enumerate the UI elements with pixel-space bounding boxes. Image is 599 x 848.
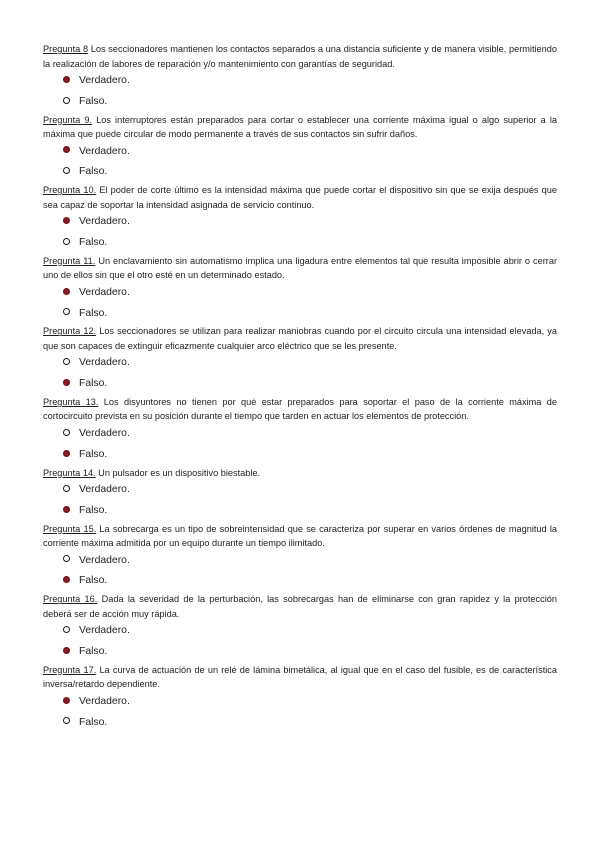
hollow-circle-icon	[63, 238, 70, 245]
question-label: Pregunta 13.	[43, 396, 99, 407]
filled-circle-icon	[63, 288, 70, 295]
answer-options	[43, 142, 557, 184]
answer-option[interactable]	[43, 353, 557, 374]
filled-bullet-icon	[61, 71, 71, 92]
hollow-circle-icon	[63, 429, 70, 436]
answer-option[interactable]	[43, 162, 557, 183]
filled-bullet-icon	[61, 692, 71, 713]
filled-circle-icon	[63, 146, 70, 153]
hollow-circle-icon	[63, 358, 70, 365]
filled-circle-icon	[63, 217, 70, 224]
question-body: Los disyuntores no tienen por qué estar preparados para soportar el paso de la corriente máxima de cortocircuito prevista en su posición durante el tiempo que tarden en actuar los elementos de protección.	[43, 396, 557, 422]
answer-option-label: Falso.	[79, 378, 108, 390]
hollow-bullet-icon	[61, 92, 71, 113]
question-text	[43, 183, 557, 212]
question-text	[43, 522, 557, 551]
question-body: Los seccionadores mantienen los contactos separados a una distancia suficiente y de manera visible, permitiendo la realización de labores de reparación y/o mantenimiento con garantías de seguridad.	[43, 44, 557, 69]
hollow-bullet-icon	[61, 551, 71, 572]
hollow-circle-icon	[63, 97, 70, 104]
question-text	[43, 254, 557, 283]
answer-option-label: Verdadero.	[79, 357, 130, 369]
question-label: Pregunta 16.	[43, 594, 98, 605]
filled-bullet-icon	[61, 142, 71, 163]
question-block	[43, 466, 557, 522]
question-body: Dada la severidad de la perturbación, las sobrecargas han de eliminarse con gran rapidez y la protección deberá ser de acción muy rápida.	[43, 594, 557, 619]
question-body: Los seccionadores se utilizan para realizar maniobras cuando por el circuito circula una intensidad elevada, ya que son capaces de extinguir eficazmente cualquier arco eléctrico que se les presente.	[43, 326, 557, 351]
answer-option-label: Falso.	[79, 504, 108, 516]
question-text	[43, 663, 557, 692]
filled-bullet-icon	[61, 374, 71, 395]
hollow-bullet-icon	[61, 304, 71, 325]
answer-option-label: Verdadero.	[79, 145, 130, 157]
hollow-circle-icon	[63, 626, 70, 633]
answer-option-label: Verdadero.	[79, 286, 130, 298]
answer-option-label: Verdadero.	[79, 484, 130, 496]
answer-options	[43, 283, 557, 325]
filled-circle-icon	[63, 576, 70, 583]
answer-option-label: Falso.	[79, 95, 108, 107]
answer-option-selected[interactable]	[43, 445, 557, 466]
filled-circle-icon	[63, 450, 70, 457]
hollow-bullet-icon	[61, 424, 71, 445]
hollow-bullet-icon	[61, 713, 71, 734]
answer-option-label: Verdadero.	[79, 625, 130, 637]
answer-option-label: Falso.	[79, 307, 108, 319]
answer-options	[43, 480, 557, 522]
answer-option[interactable]	[43, 713, 557, 734]
question-block	[43, 113, 557, 184]
question-label: Pregunta 17.	[43, 664, 97, 675]
question-body: Un pulsador es un dispositivo biestable.	[95, 467, 261, 478]
question-text	[43, 113, 557, 142]
question-block	[43, 254, 557, 325]
answer-option-selected[interactable]	[43, 374, 557, 395]
question-block	[43, 183, 557, 254]
filled-circle-icon	[63, 506, 70, 513]
question-text	[43, 592, 557, 621]
answer-option-selected[interactable]	[43, 142, 557, 163]
answer-options	[43, 551, 557, 593]
question-label: Pregunta 11.	[43, 255, 96, 266]
answer-option-label: Verdadero.	[79, 427, 130, 439]
answer-option[interactable]	[43, 304, 557, 325]
hollow-bullet-icon	[61, 480, 71, 501]
answer-options	[43, 353, 557, 395]
question-block	[43, 395, 557, 466]
filled-bullet-icon	[61, 501, 71, 522]
answer-option-label: Falso.	[79, 575, 108, 587]
answer-option[interactable]	[43, 92, 557, 113]
filled-circle-icon	[63, 76, 70, 83]
answer-option[interactable]	[43, 233, 557, 254]
filled-bullet-icon	[61, 212, 71, 233]
filled-bullet-icon	[61, 283, 71, 304]
hollow-bullet-icon	[61, 162, 71, 183]
hollow-circle-icon	[63, 717, 70, 724]
answer-option-selected[interactable]	[43, 501, 557, 522]
question-text	[43, 42, 557, 71]
question-body: La curva de actuación de un relé de lámina bimetálica, al igual que en el caso del fusible, es de característica inversa/retardo dependiente.	[43, 664, 557, 690]
hollow-circle-icon	[63, 555, 70, 562]
answer-options	[43, 692, 557, 734]
answer-options	[43, 621, 557, 663]
answer-option-label: Verdadero.	[79, 216, 130, 228]
answer-option-label: Verdadero.	[79, 695, 130, 707]
hollow-bullet-icon	[61, 621, 71, 642]
filled-circle-icon	[63, 647, 70, 654]
question-block	[43, 522, 557, 593]
answer-option-label: Falso.	[79, 716, 108, 728]
answer-option-label: Falso.	[79, 646, 108, 658]
answer-option-selected[interactable]	[43, 571, 557, 592]
question-label: Pregunta 12.	[43, 326, 97, 337]
question-block	[43, 42, 557, 113]
question-text	[43, 324, 557, 353]
question-block	[43, 663, 557, 734]
question-label: Pregunta 10.	[43, 185, 97, 196]
filled-bullet-icon	[61, 571, 71, 592]
answer-options	[43, 71, 557, 113]
answer-options	[43, 424, 557, 466]
answer-option-selected[interactable]	[43, 692, 557, 713]
question-body: El poder de corte último es la intensidad máxima que puede cortar el dispositivo sin que se exija después que sea capaz de soportar la intensidad asignada de servicio continuo.	[43, 185, 557, 210]
question-text	[43, 466, 557, 481]
answer-option-label: Verdadero.	[79, 554, 130, 566]
answer-option-label: Falso.	[79, 236, 108, 248]
answer-option[interactable]	[43, 480, 557, 501]
question-label: Pregunta 14.	[43, 467, 96, 478]
answer-option-label: Verdadero.	[79, 75, 130, 86]
question-block	[43, 324, 557, 395]
question-body: La sobrecarga es un tipo de sobreintensidad que se caracteriza por superar en varios órdenes de magnitud la corriente máxima admitida por un equipo durante un tiempo ilimitado.	[43, 523, 557, 549]
filled-circle-icon	[63, 379, 70, 386]
answer-option-selected[interactable]	[43, 71, 557, 92]
hollow-circle-icon	[63, 167, 70, 174]
answer-option[interactable]	[43, 424, 557, 445]
hollow-bullet-icon	[61, 233, 71, 254]
hollow-bullet-icon	[61, 353, 71, 374]
answer-option[interactable]	[43, 551, 557, 572]
answer-option-selected[interactable]	[43, 642, 557, 663]
question-text	[43, 395, 557, 424]
answer-option-selected[interactable]	[43, 283, 557, 304]
question-label: Pregunta 15.	[43, 523, 97, 534]
filled-bullet-icon	[61, 642, 71, 663]
question-body: Un enclavamiento sin automatismo implica una ligadura entre elementos tal que resulta imposible abrir o cerrar uno de ellos sin que el otro esté en un determinado estado.	[43, 255, 557, 281]
question-label: Pregunta 9.	[43, 114, 93, 125]
answer-option[interactable]	[43, 621, 557, 642]
question-block	[43, 592, 557, 663]
answer-option-label: Falso.	[79, 166, 108, 178]
question-body: Los interruptores están preparados para cortar o establecer una corriente máxima igual o algo superior a la máxima que puede circular de modo permanente a través de sus contactos sin sufrir daños.	[43, 114, 557, 140]
hollow-circle-icon	[63, 485, 70, 492]
hollow-circle-icon	[63, 308, 70, 315]
filled-bullet-icon	[61, 445, 71, 466]
answer-option-label: Falso.	[79, 448, 108, 460]
question-label: Pregunta 8	[43, 44, 89, 54]
answer-options	[43, 212, 557, 254]
filled-circle-icon	[63, 697, 70, 704]
answer-option-selected[interactable]	[43, 212, 557, 233]
